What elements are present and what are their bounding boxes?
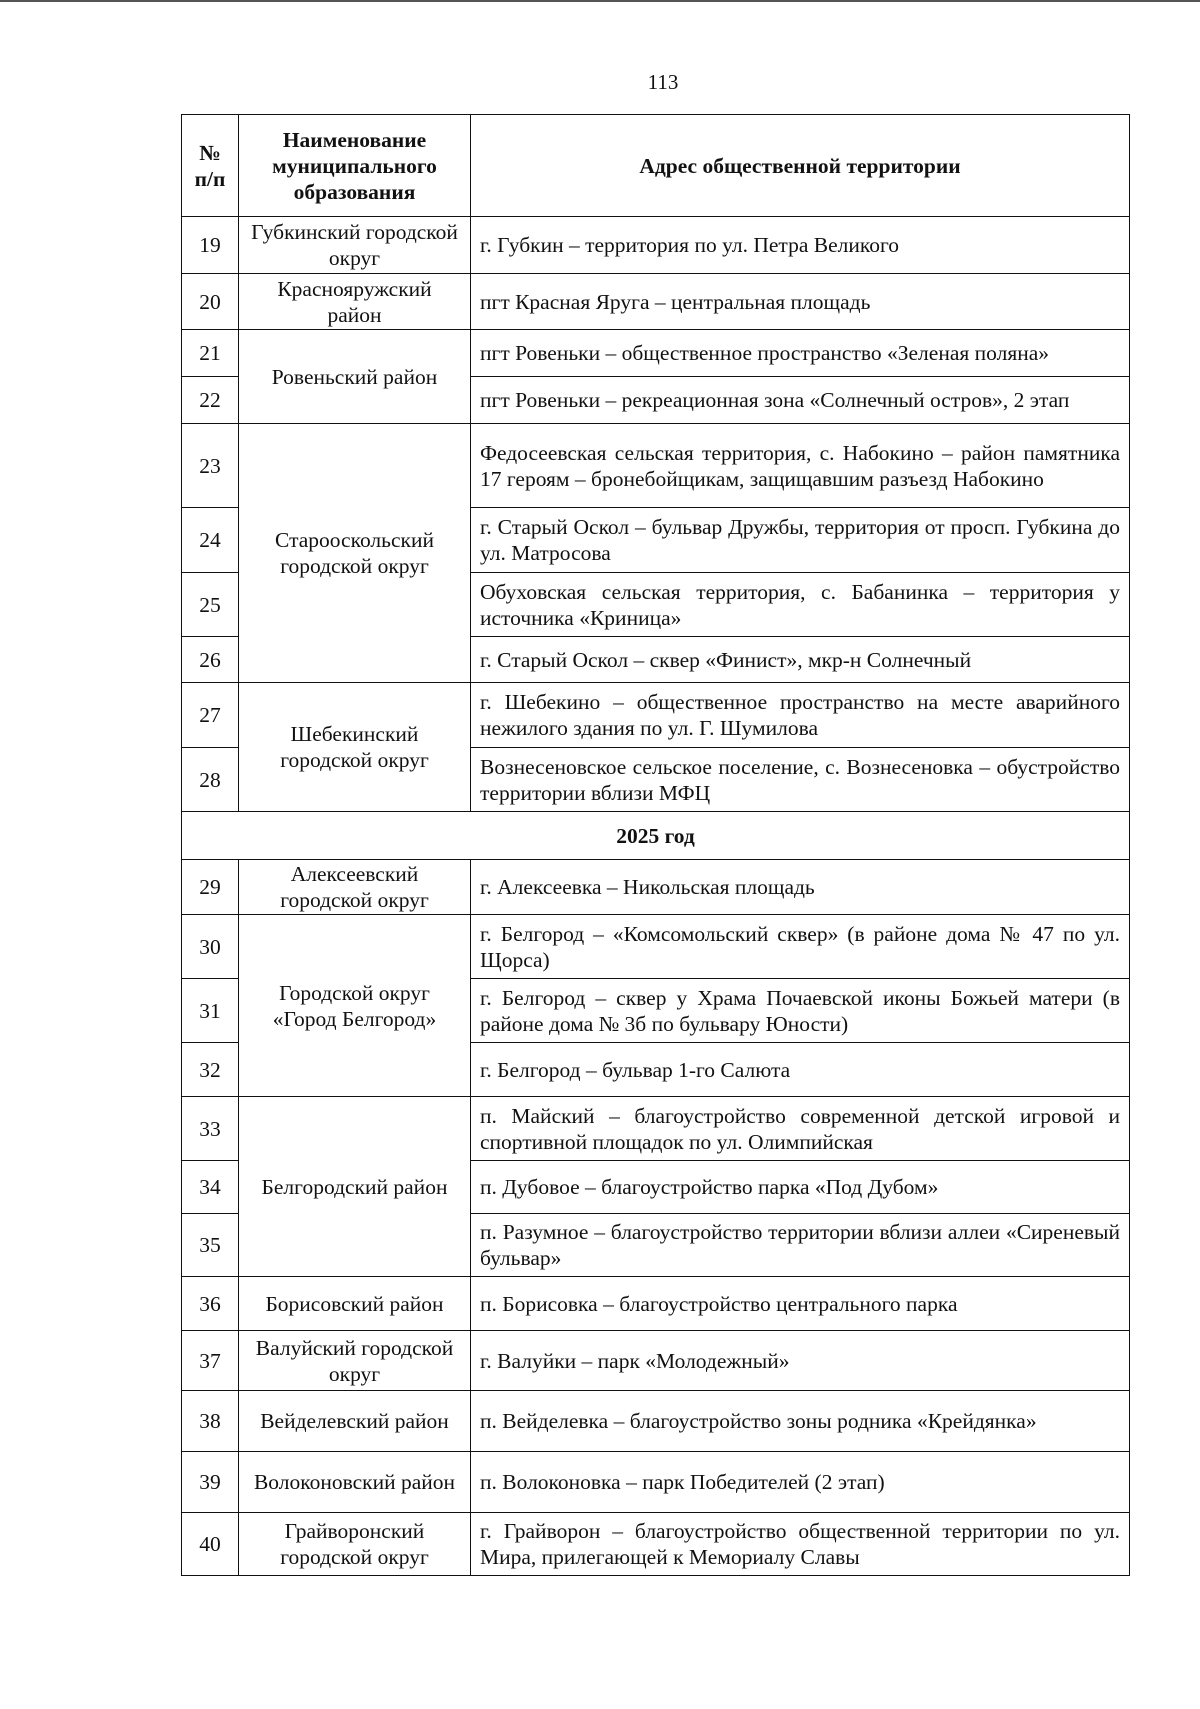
table-row — [182, 860, 1130, 915]
address-cell: пгт Красная Яруга – центральная площадь — [471, 274, 1130, 330]
address-cell: п. Дубовое – благоустройство парка «Под Дубом» — [471, 1161, 1130, 1214]
municipality-cell: Валуйский городской округ — [239, 1331, 471, 1391]
row-number: 33 — [182, 1097, 239, 1161]
row-number: 26 — [182, 637, 239, 683]
address-cell: г. Грайворон – благоустройство общественной территории по ул. Мира, прилегающей к Мемориалу Славы — [471, 1513, 1130, 1576]
address-cell: Федосеевская сельская территория, с. Набокино – район памятника 17 героям – бронебойщикам, защищавшим разъезд Набокино — [471, 424, 1130, 508]
row-number: 19 — [182, 217, 239, 274]
municipality-cell: Городской округ «Город Белгород» — [239, 915, 471, 1097]
page-number: 113 — [647, 70, 679, 94]
table-header-row — [182, 115, 1130, 217]
header-num: № п/п — [182, 115, 239, 217]
address-cell: г. Белгород – бульвар 1-го Салюта — [471, 1043, 1130, 1097]
row-number: 31 — [182, 979, 239, 1043]
row-number: 20 — [182, 274, 239, 330]
table-row — [182, 1391, 1130, 1452]
municipality-cell: Краснояружский район — [239, 274, 471, 330]
table-row — [182, 330, 1130, 377]
municipality-cell: Ровеньский район — [239, 330, 471, 424]
top-border-line — [0, 0, 1200, 2]
row-number: 29 — [182, 860, 239, 915]
address-cell: г. Старый Оскол – сквер «Финист», мкр-н Солнечный — [471, 637, 1130, 683]
row-number: 23 — [182, 424, 239, 508]
row-number: 36 — [182, 1277, 239, 1331]
address-cell: г. Алексеевка – Никольская площадь — [471, 860, 1130, 915]
address-cell: пгт Ровеньки – общественное пространство «Зеленая поляна» — [471, 330, 1130, 377]
municipality-cell: Губкинский городской округ — [239, 217, 471, 274]
row-number: 35 — [182, 1214, 239, 1277]
row-number: 30 — [182, 915, 239, 979]
municipality-cell: Вейделевский район — [239, 1391, 471, 1452]
territories-table — [181, 114, 1130, 1576]
row-number: 34 — [182, 1161, 239, 1214]
table-row — [182, 274, 1130, 330]
address-cell: п. Майский – благоустройство современной детской игровой и спортивной площадок по ул. Олимпийская — [471, 1097, 1130, 1161]
table-row — [182, 1277, 1130, 1331]
row-number: 39 — [182, 1452, 239, 1513]
table-row — [182, 1513, 1130, 1576]
address-cell: Обуховская сельская территория, с. Бабанинка – территория у источника «Криница» — [471, 573, 1130, 637]
row-number: 24 — [182, 508, 239, 573]
address-cell: Вознесеновское сельское поселение, с. Вознесеновка – обустройство территории вблизи МФЦ — [471, 748, 1130, 812]
address-cell: г. Белгород – «Комсомольский сквер» (в районе дома № 47 по ул. Щорса) — [471, 915, 1130, 979]
row-number: 28 — [182, 748, 239, 812]
table-row — [182, 1331, 1130, 1391]
table-row — [182, 915, 1130, 979]
year-section-row — [182, 812, 1130, 860]
address-cell: п. Разумное – благоустройство территории вблизи аллеи «Сиреневый бульвар» — [471, 1214, 1130, 1277]
municipality-cell: Белгородский район — [239, 1097, 471, 1277]
address-cell: г. Старый Оскол – бульвар Дружбы, территория от просп. Губкина до ул. Матросова — [471, 508, 1130, 573]
address-cell: п. Волоконовка – парк Победителей (2 этап) — [471, 1452, 1130, 1513]
address-cell: г. Губкин – территория по ул. Петра Великого — [471, 217, 1130, 274]
row-number: 40 — [182, 1513, 239, 1576]
table-row — [182, 683, 1130, 748]
municipality-cell: Старооскольский городской округ — [239, 424, 471, 683]
address-cell: пгт Ровеньки – рекреационная зона «Солнечный остров», 2 этап — [471, 377, 1130, 424]
row-number: 27 — [182, 683, 239, 748]
municipality-cell: Шебекинский городской округ — [239, 683, 471, 812]
table-row — [182, 1097, 1130, 1161]
address-cell: г. Шебекино – общественное пространство на месте аварийного нежилого здания по ул. Г. Шумилова — [471, 683, 1130, 748]
header-municipality: Наименование муниципального образования — [239, 115, 471, 217]
row-number: 37 — [182, 1331, 239, 1391]
table-row — [182, 424, 1130, 508]
address-cell: г. Валуйки – парк «Молодежный» — [471, 1331, 1130, 1391]
row-number: 25 — [182, 573, 239, 637]
address-cell: п. Борисовка – благоустройство центрального парка — [471, 1277, 1130, 1331]
table-row — [182, 1452, 1130, 1513]
municipality-cell: Алексеевский городской округ — [239, 860, 471, 915]
row-number: 38 — [182, 1391, 239, 1452]
municipality-cell: Борисовский район — [239, 1277, 471, 1331]
row-number: 22 — [182, 377, 239, 424]
municipality-cell: Грайворонский городской округ — [239, 1513, 471, 1576]
municipality-cell: Волоконовский район — [239, 1452, 471, 1513]
address-cell: п. Вейделевка – благоустройство зоны родника «Крейдянка» — [471, 1391, 1130, 1452]
row-number: 21 — [182, 330, 239, 377]
address-cell: г. Белгород – сквер у Храма Почаевской иконы Божьей матери (в районе дома № 3б по бульвару Юности) — [471, 979, 1130, 1043]
header-address: Адрес общественной территории — [471, 115, 1130, 217]
row-number: 32 — [182, 1043, 239, 1097]
year-label: 2025 год — [182, 812, 1130, 860]
table-row — [182, 217, 1130, 274]
